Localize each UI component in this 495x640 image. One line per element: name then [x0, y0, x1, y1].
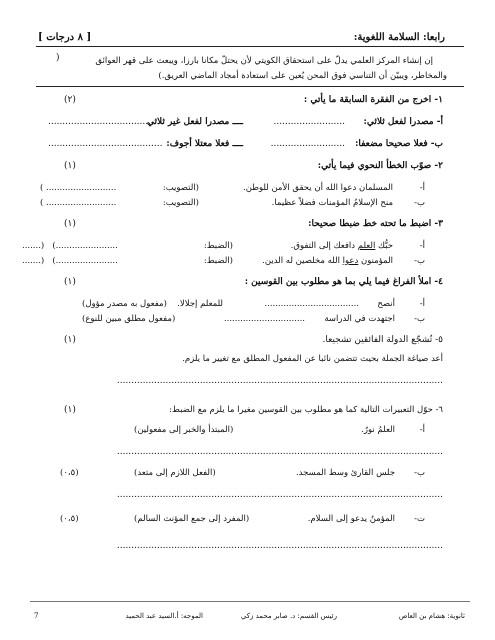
q1-score: (٢) — [64, 95, 76, 105]
q2-item-a-correction: (التصويب: — [162, 183, 199, 193]
footer-supervisor: الموجه: أ.السيد عبد الحميد — [125, 612, 203, 620]
q3-item-b-blank[interactable]: .......................) (....... — [22, 256, 118, 266]
q6-item-a-text: العلمُ نورٌ. — [361, 425, 395, 435]
paragraph-line-1: إن إنشاء المركز العلمي يدلّ على استحقاق الكويتي لأن يحتلّ مكانا بارزا، ويبعث على قهر العوائق — [95, 56, 433, 66]
q4-item-a-before: أنصح — [377, 299, 395, 309]
q3-item-b-before: المؤمنون — [358, 256, 393, 266]
q3-heading: ٣- اضبط ما تحته خط ضبطا صحيحا: — [308, 219, 443, 229]
q2-score: (١) — [64, 161, 76, 171]
q2-item-b-text: منح الإسلامُ المؤمنات فضلاً عظيما. — [271, 198, 393, 208]
footer-divider — [30, 601, 470, 602]
q2-item-a-blank[interactable]: .......................... ) — [40, 183, 117, 193]
q6-item-a-answer-line[interactable]: .................................................................................................................. — [116, 447, 443, 457]
q3-item-b-after: الله مخلصين له الدين. — [262, 256, 343, 266]
q2-heading: ٢- صوّب الخطأ النحوي فيما يأتي: — [317, 161, 443, 171]
paragraph-line-2: والمخاطر، ويبيّن أن التناسي فوق المحن يُعين على استعادة أمجاد الماضي العريق.) — [158, 71, 447, 81]
q5-heading: ٥- تُشجّع الدولة الفائقين تشجيعا. — [322, 335, 443, 345]
q3-item-b-sentence — [262, 255, 393, 267]
q6-heading: ٦- حوّل التعبيرات التالية كما هو مطلوب بين القوسين مغيرا ما يلزم مع الضبط: — [169, 405, 443, 415]
q6-item-a-instruction: (المبتدأ والخبر إلى مفعولين) — [134, 425, 234, 435]
q3-item-a-control: (الضبط: — [203, 241, 233, 251]
q6-item-c-text: المؤمنُ يدعو إلى السلام. — [307, 514, 395, 524]
q5-answer-line[interactable]: .................................................................................................................. — [116, 376, 443, 386]
q6-item-a-marker: أ- — [419, 425, 425, 435]
q6-item-c-answer-line[interactable]: .................................................................................................................. — [116, 541, 443, 551]
paragraph-open-paren: ( — [56, 53, 60, 63]
q6-item-b-text: جلس القارئ وسط المسجد. — [295, 468, 395, 478]
q4-item-a-after: للمعلم إجلالا. — [177, 299, 223, 309]
q1-a-mid: ــــ مصدرا لفعل غير ثلاثي — [147, 117, 243, 127]
q6-item-b-answer-line[interactable]: .................................................................................................................. — [116, 490, 443, 500]
q1-a-blank-2[interactable]: ........................................ — [48, 117, 163, 127]
q5-score: (١) — [64, 335, 76, 345]
q6-item-b-marker: ب- — [414, 468, 425, 478]
q4-item-a-marker: أ- — [419, 299, 425, 309]
q3-item-a-after: دافعك إلى التفوق. — [290, 241, 358, 251]
q3-score: (١) — [64, 219, 76, 229]
q4-item-a-hint: (مفعول به مصدر مؤول) — [82, 299, 167, 309]
q3-item-b-underlined: دعوا — [342, 256, 359, 266]
paragraph-divider — [36, 86, 464, 87]
q1-b-mid: ــــ فعلا معتلا أجوف: — [166, 139, 243, 149]
section-title: رابعا: السلامة اللغوية: — [353, 32, 445, 43]
q5-prompt: أعد صياغة الجملة بحيث تتضمن نائبا عن المفعول المطلق مع تغيير ما يلزم. — [182, 354, 443, 364]
q2-item-b-blank[interactable]: .......................... ) — [40, 198, 117, 208]
q3-item-a-before: حبُّك — [375, 241, 393, 251]
q2-item-a-marker: أ- — [419, 183, 425, 193]
q3-item-b-control: (الضبط: — [203, 256, 233, 266]
q3-item-a-sentence — [291, 240, 393, 252]
section-grade: [ ٨ درجات ] — [38, 32, 92, 43]
section-divider — [36, 46, 464, 47]
q4-item-b-marker: ب- — [414, 314, 425, 324]
q3-item-b-marker: ب- — [414, 256, 425, 266]
q3-item-a-marker: أ- — [419, 241, 425, 251]
q4-heading: ٤- املأ الفراغ فيما يلي بما هو مطلوب بين القوسين : — [244, 277, 443, 287]
q6-item-b-instruction: (الفعل اللازم إلى متعد) — [134, 468, 216, 478]
q6-item-b-score: (٠،٥) — [60, 468, 79, 478]
q2-item-a-text: المسلمان دعوا الله أن يحقق الأمن للوطن. — [243, 183, 393, 193]
q4-item-b-before: اجتهدت في الدراسة — [324, 314, 395, 324]
q1-b-blank-2[interactable]: ........................................ — [48, 139, 163, 149]
q3-item-a-blank[interactable]: .......................) (....... — [22, 241, 118, 251]
q2-item-b-marker: ب- — [414, 198, 425, 208]
q4-item-b-hint: (مفعول مطلق مبين للنوع) — [82, 314, 176, 324]
q4-item-a-blank[interactable]: ................................... — [264, 299, 359, 309]
footer-page-number: 7 — [34, 612, 39, 620]
q1-a-blank[interactable]: ......................... — [273, 117, 345, 127]
q1-b-label: ب- فعلا صحيحا مضعفا: — [355, 139, 443, 149]
q1-b-blank[interactable]: .......................... — [270, 139, 345, 149]
q6-item-c-instruction: (المفرد إلى جمع المؤنث السالم) — [134, 514, 250, 524]
footer-head: رئيس القسم: د. صابر محمد زكي — [240, 612, 337, 620]
q6-item-c-marker: ت- — [414, 514, 425, 524]
q1-heading: ١- اخرج من الفقرة السابقة ما يأتي : — [303, 95, 443, 105]
q4-score: (١) — [64, 277, 76, 287]
footer-school: ثانوية: هشام بن العاص — [398, 612, 465, 620]
q3-item-a-underlined: العلم — [357, 241, 376, 251]
q1-a-label: أ- مصدرا لفعل ثلاثي: — [363, 117, 443, 127]
q6-item-c-score: (٠،٥) — [60, 514, 79, 524]
q4-item-b-blank[interactable]: .............................. — [223, 314, 305, 324]
q2-item-b-correction: (التصويب: — [162, 198, 199, 208]
q6-score: (١) — [64, 405, 76, 415]
